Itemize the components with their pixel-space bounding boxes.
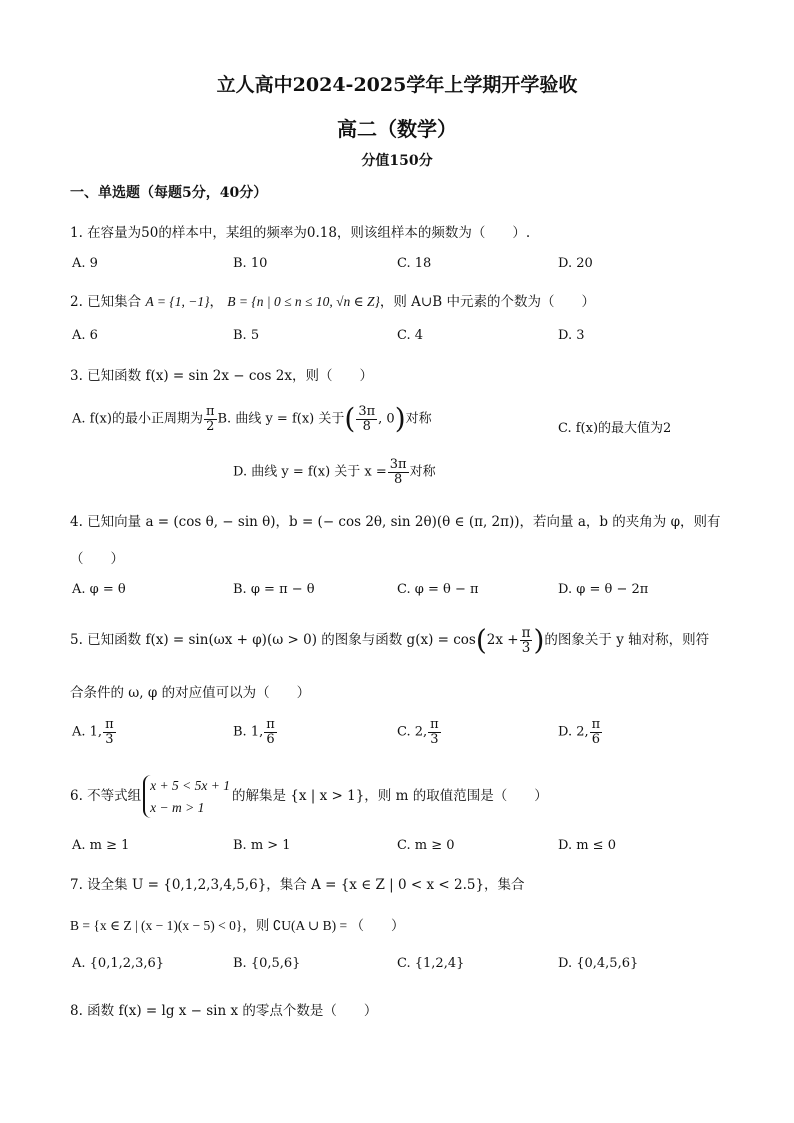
q1-option-d: D. 20 bbox=[558, 256, 593, 271]
q1-option-b: B. 10 bbox=[233, 256, 268, 271]
q5-inner: 2x + bbox=[486, 632, 519, 649]
q5-option-a: A. 1, $\frac{\pi}{3}$ bbox=[72, 717, 114, 747]
q6-option-b: B. m > 1 bbox=[233, 838, 291, 853]
q4-option-b: B. φ = π − θ bbox=[233, 582, 315, 597]
question-4: 4. 已知向量 a = (cos θ, − sin θ)，b = (− cos 2θ, sin 2θ)(θ ∈ (π, 2π))，若向量 a，b 的夹角为 φ，则有 bbox=[70, 514, 721, 530]
section-heading: 一、单选题（每题5分，40分） bbox=[70, 185, 268, 201]
question-6 bbox=[70, 775, 548, 818]
question-7: 7. 设全集 U = {0,1,2,3,4,5,6}，集合 A = {x ∈ Z | 0 < x < 2.5}，集合 bbox=[70, 877, 525, 893]
question-3: 3. 已知函数 f(x) = sin 2x − cos 2x，则（ ） bbox=[70, 368, 373, 384]
q3-option-a-b: A. f(x)的最小正周期为 $\frac{\pi}{2}$ B. 曲线 y = f(x) 关于( $\frac{3\pi}{8}$ , 0)对称 bbox=[72, 402, 432, 436]
q4-option-a: A. φ = θ bbox=[72, 582, 126, 597]
q2-set-b: B = {n | 0 ≤ n ≤ 10, √n ∈ Z} bbox=[227, 294, 380, 309]
q7-option-a: A. {0,1,2,3,6} bbox=[72, 956, 165, 971]
q6-option-d: D. m ≤ 0 bbox=[558, 838, 616, 853]
q2-option-d: D. 3 bbox=[558, 328, 585, 343]
q2-suffix: ，则 A∪B 中元素的个数为（ ） bbox=[379, 294, 595, 310]
q3-option-d-fraction: $\frac{3\pi}{8}$ bbox=[389, 457, 407, 487]
q5-stem-start: 5. 已知函数 f(x) = sin(ωx + φ)(ω > 0) 的图象与函数 g(x) = cos bbox=[70, 632, 476, 649]
question-5: 5. 已知函数 f(x) = sin(ωx + φ)(ω > 0) 的图象与函数 g(x) = cos(2x + $\frac{\pi}{3}$ )的图象关于 y 轴对称，则符 bbox=[70, 623, 710, 657]
q3-option-a-fraction: $\frac{\pi}{2}$ bbox=[205, 404, 215, 434]
q5-option-c: C. 2, $\frac{\pi}{3}$ bbox=[397, 717, 439, 747]
q5-stem-end: 的图象关于 y 轴对称，则符 bbox=[544, 632, 710, 649]
question-8: 8. 函数 f(x) = lg x − sin x 的零点个数是（ ） bbox=[70, 1003, 378, 1019]
exam-title: 立人高中2024-2025学年上学期开学验收 bbox=[216, 74, 578, 96]
q1-option-c: C. 18 bbox=[397, 256, 432, 271]
q2-option-b: B. 5 bbox=[233, 328, 260, 343]
q5-option-b: B. 1, $\frac{\pi}{6}$ bbox=[233, 717, 275, 747]
q7-option-c: C. {1,2,4} bbox=[397, 956, 465, 971]
q3-option-b-point: , 0 bbox=[378, 411, 395, 427]
q3-option-d-text: D. 曲线 y = f(x) 关于 x = bbox=[233, 464, 387, 480]
q6-inequality-system: x + 5 < 5x + 1 x − m > 1 bbox=[143, 775, 230, 818]
question-2: 2. 已知集合 A = {1, −1}， B = {n | 0 ≤ n ≤ 10, √n ∈ Z}，则 A∪B 中元素的个数为（ ） bbox=[70, 294, 595, 310]
q3-option-b-fraction: $\frac{3\pi}{8}$ bbox=[358, 404, 376, 434]
q6-option-a: A. m ≥ 1 bbox=[72, 838, 130, 853]
q7-option-b: B. {0,5,6} bbox=[233, 956, 301, 971]
q6-prefix: 6. 不等式组 bbox=[70, 788, 142, 805]
q3-option-b-text: B. 曲线 y = f(x) 关于 bbox=[217, 411, 345, 427]
exam-score: 分值150分 bbox=[361, 153, 433, 169]
q3-option-d bbox=[233, 458, 436, 486]
q2-option-a: A. 6 bbox=[72, 328, 98, 343]
q3-option-d-tail: 对称 bbox=[409, 464, 436, 480]
q7-line-2: B = {x ∈ Z | (x − 1)(x − 5) < 0}，则 ∁U(A ∪ B) = （ ） bbox=[70, 918, 405, 933]
q3-option-b-tail: 对称 bbox=[405, 411, 432, 427]
q3-option-c: C. f(x)的最大值为2 bbox=[558, 421, 672, 436]
q7-option-d: D. {0,4,5,6} bbox=[558, 956, 639, 971]
q4-option-c: C. φ = θ − π bbox=[397, 582, 479, 597]
q5-option-d: D. 2, $\frac{\pi}{6}$ bbox=[558, 717, 601, 747]
q2-set-a: A = {1, −1} bbox=[145, 294, 210, 309]
q1-option-a: A. 9 bbox=[72, 256, 98, 271]
q6-suffix: 的解集是 {x | x > 1}，则 m 的取值范围是（ ） bbox=[232, 788, 548, 805]
question-1: 1. 在容量为50的样本中，某组的频率为0.18，则该组样本的频数为（ ）. bbox=[70, 225, 531, 241]
q4-option-d: D. φ = θ − 2π bbox=[558, 582, 649, 597]
q5-line-2: 合条件的 ω, φ 的对应值可以为（ ） bbox=[70, 685, 311, 701]
q2-prefix: 2. 已知集合 bbox=[70, 294, 142, 310]
exam-subtitle: 高二（数学） bbox=[337, 117, 457, 141]
q2-option-c: C. 4 bbox=[397, 328, 424, 343]
q3-option-a-text: A. f(x)的最小正周期为 bbox=[72, 411, 203, 427]
q4-paren: （ ） bbox=[70, 551, 124, 567]
q5-fraction: $\frac{\pi}{3}$ bbox=[521, 625, 531, 657]
q6-option-c: C. m ≥ 0 bbox=[397, 838, 455, 853]
